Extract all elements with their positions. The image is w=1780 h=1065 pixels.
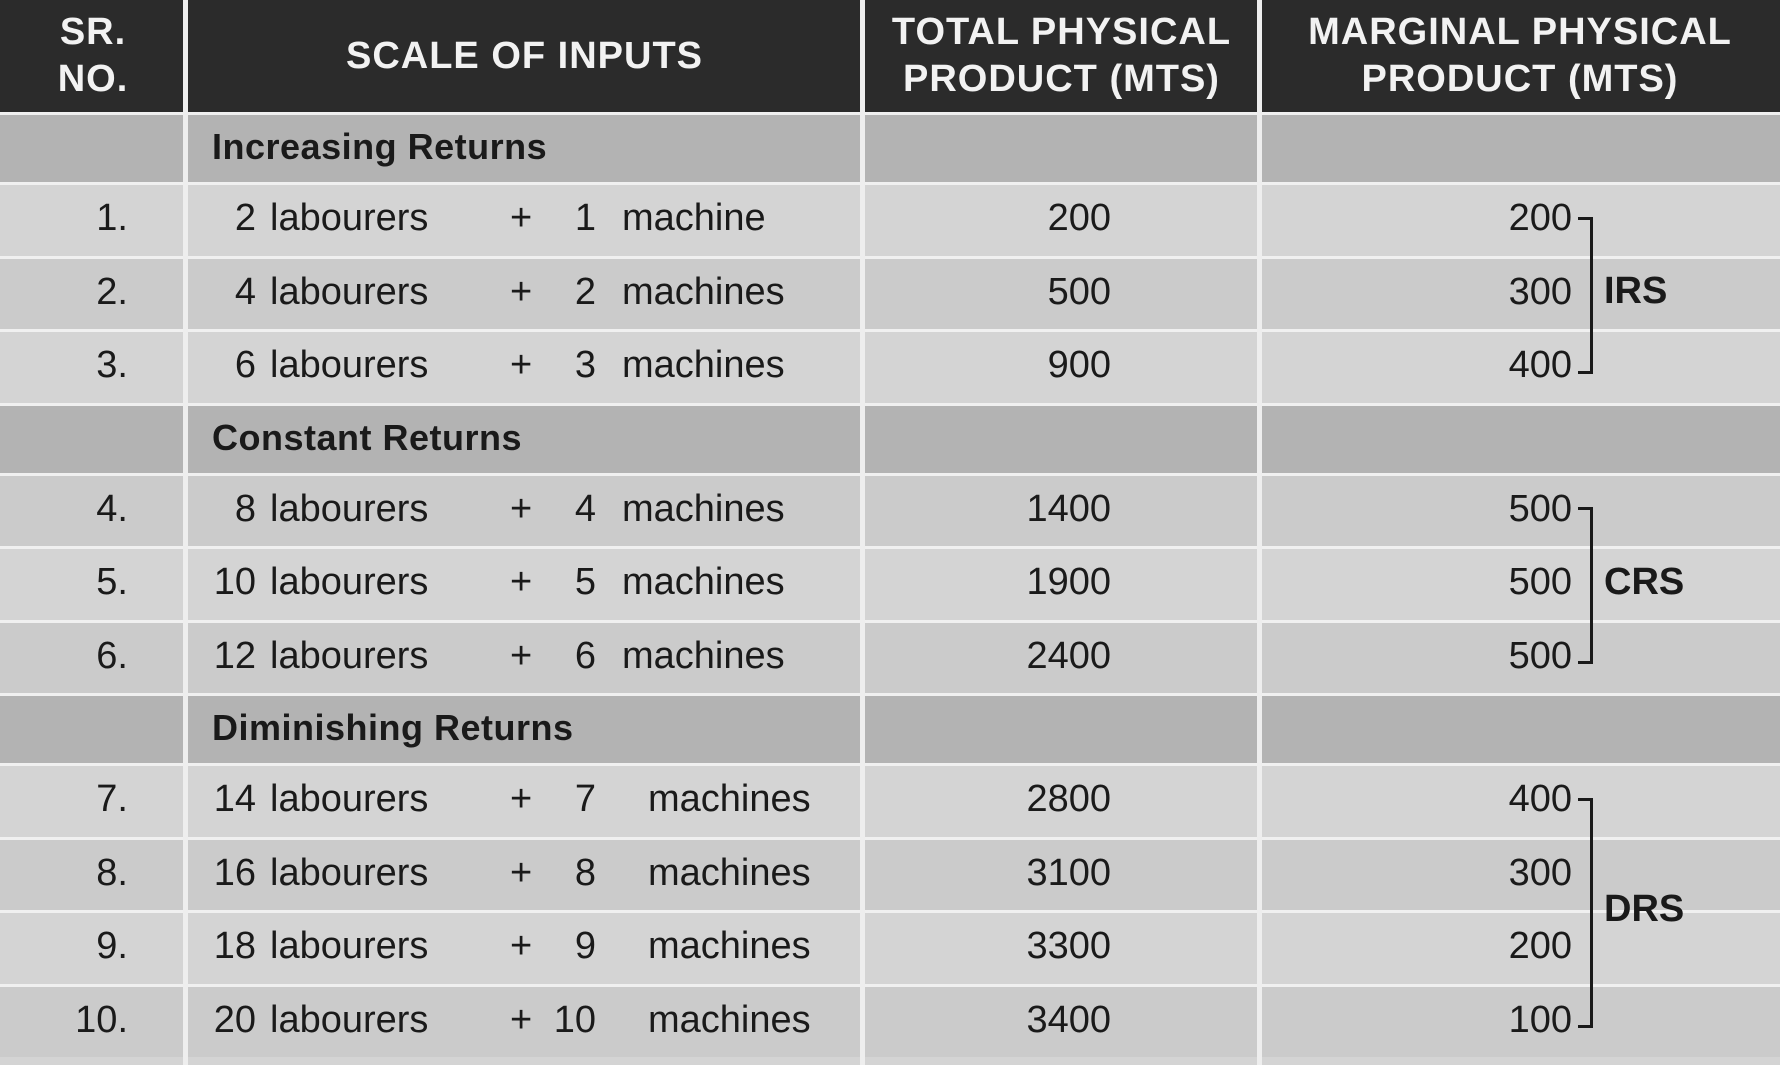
machines-count: 7	[574, 778, 596, 821]
labourers-unit: labourers	[270, 344, 429, 387]
returns-type-label: IRS	[1604, 270, 1668, 313]
total-physical-product: 3300	[1026, 925, 1111, 968]
table-header	[0, 0, 1780, 112]
machines-unit: machines	[648, 851, 811, 894]
row-divider	[0, 693, 1780, 696]
total-physical-product: 3100	[1026, 851, 1111, 894]
marginal-physical-product: 200	[1508, 197, 1572, 240]
marginal-physical-product: 500	[1508, 561, 1572, 604]
labourers-unit: labourers	[270, 998, 429, 1041]
total-physical-product: 1400	[1026, 487, 1111, 530]
marginal-physical-product: 500	[1508, 487, 1572, 530]
marginal-physical-product: 500	[1508, 634, 1572, 677]
labourers-count: 20	[213, 998, 256, 1041]
plus-sign: +	[510, 197, 533, 240]
returns-type-label: CRS	[1604, 560, 1685, 603]
row-divider	[0, 546, 1780, 549]
machines-unit: machines	[622, 270, 785, 313]
machines-unit: machines	[648, 778, 811, 821]
row-divider	[0, 473, 1780, 476]
section-title: Increasing Returns	[212, 126, 548, 167]
sr-no: 6.	[96, 634, 128, 677]
labourers-count: 10	[213, 561, 256, 604]
labourers-unit: labourers	[270, 851, 429, 894]
header-sr-no: SR. NO.	[57, 11, 129, 100]
marginal-physical-product: 400	[1508, 778, 1572, 821]
group-bracket	[1578, 798, 1593, 1029]
total-physical-product: 200	[1047, 197, 1111, 240]
sr-no: 7.	[96, 778, 128, 821]
section-row	[0, 693, 1780, 763]
labourers-unit: labourers	[270, 270, 429, 313]
table-row	[0, 763, 1780, 837]
labourers-unit: labourers	[270, 487, 429, 530]
machines-unit: machines	[648, 998, 811, 1041]
labourers-unit: labourers	[270, 778, 429, 821]
table-row	[0, 837, 1780, 911]
table-row	[0, 256, 1780, 330]
machines-count: 2	[574, 270, 596, 313]
sr-no: 8.	[96, 851, 128, 894]
returns-type-label: DRS	[1604, 888, 1685, 930]
labourers-unit: labourers	[270, 561, 429, 604]
header-total-physical-product: TOTAL PHYSICAL PRODUCT (MTS)	[891, 11, 1232, 100]
section-row	[0, 112, 1780, 182]
machines-unit: machines	[622, 344, 785, 387]
sr-no: 4.	[96, 487, 128, 530]
sr-no: 10.	[75, 998, 128, 1041]
sr-no: 1.	[96, 197, 128, 240]
sr-no: 5.	[96, 561, 128, 604]
row-divider	[0, 112, 1780, 115]
row-divider	[0, 256, 1780, 259]
row-divider	[0, 763, 1780, 766]
labourers-count: 14	[213, 778, 256, 821]
plus-sign: +	[510, 344, 533, 387]
labourers-unit: labourers	[270, 634, 429, 677]
machines-unit: machines	[622, 561, 785, 604]
group-bracket	[1578, 507, 1593, 664]
column-divider	[183, 0, 188, 1065]
machines-count: 6	[574, 634, 596, 677]
machines-unit: machines	[622, 634, 785, 677]
plus-sign: +	[510, 851, 533, 894]
total-physical-product: 2400	[1026, 634, 1111, 677]
table-row	[0, 910, 1780, 984]
row-divider	[0, 620, 1780, 623]
row-divider	[0, 403, 1780, 406]
labourers-unit: labourers	[270, 925, 429, 968]
marginal-physical-product: 200	[1508, 925, 1572, 968]
table-row	[0, 473, 1780, 547]
machines-count: 3	[574, 344, 596, 387]
sr-no: 2.	[96, 270, 128, 313]
total-physical-product: 500	[1047, 270, 1111, 313]
header-marginal-physical-product: MARGINAL PHYSICAL PRODUCT (MTS)	[1308, 11, 1732, 100]
machines-count: 9	[574, 925, 596, 968]
section-title: Constant Returns	[212, 416, 523, 458]
marginal-physical-product: 400	[1508, 344, 1572, 387]
sr-no: 3.	[96, 344, 128, 387]
plus-sign: +	[510, 778, 533, 821]
section-row	[0, 403, 1780, 473]
labourers-count: 4	[234, 270, 256, 313]
labourers-count: 12	[213, 634, 256, 677]
labourers-count: 18	[213, 925, 256, 968]
labourers-count: 16	[213, 851, 256, 894]
machines-count: 10	[553, 998, 596, 1041]
machines-count: 4	[574, 487, 596, 530]
sr-no: 9.	[96, 925, 128, 968]
column-divider	[860, 0, 865, 1065]
plus-sign: +	[510, 925, 533, 968]
row-divider	[0, 910, 1780, 913]
plus-sign: +	[510, 634, 533, 677]
total-physical-product: 1900	[1026, 561, 1111, 604]
plus-sign: +	[510, 561, 533, 604]
group-bracket	[1578, 217, 1593, 374]
header-scale-of-inputs: SCALE OF INPUTS	[345, 34, 704, 77]
marginal-physical-product: 300	[1508, 851, 1572, 894]
labourers-unit: labourers	[270, 197, 429, 240]
machines-unit: machines	[622, 487, 785, 530]
section-title: Diminishing Returns	[212, 707, 574, 748]
machines-unit: machine	[622, 197, 766, 240]
table-row	[0, 984, 1780, 1058]
total-physical-product: 900	[1047, 344, 1111, 387]
row-divider	[0, 837, 1780, 840]
machines-unit: machines	[648, 925, 811, 968]
table-row	[0, 329, 1780, 403]
column-divider	[1257, 0, 1262, 1065]
labourers-count: 2	[234, 197, 256, 240]
marginal-physical-product: 100	[1508, 998, 1572, 1041]
marginal-physical-product: 300	[1508, 270, 1572, 313]
row-divider	[0, 984, 1780, 987]
table-row	[0, 546, 1780, 620]
labourers-count: 8	[234, 487, 256, 530]
plus-sign: +	[510, 487, 533, 530]
plus-sign: +	[510, 270, 533, 313]
total-physical-product: 3400	[1026, 998, 1111, 1041]
table-row	[0, 620, 1780, 694]
plus-sign: +	[510, 998, 533, 1041]
table-row	[0, 182, 1780, 256]
machines-count: 5	[574, 561, 596, 604]
labourers-count: 6	[234, 344, 256, 387]
machines-count: 1	[574, 197, 596, 240]
machines-count: 8	[574, 851, 596, 894]
total-physical-product: 2800	[1026, 778, 1111, 821]
row-divider	[0, 329, 1780, 332]
row-divider	[0, 182, 1780, 185]
